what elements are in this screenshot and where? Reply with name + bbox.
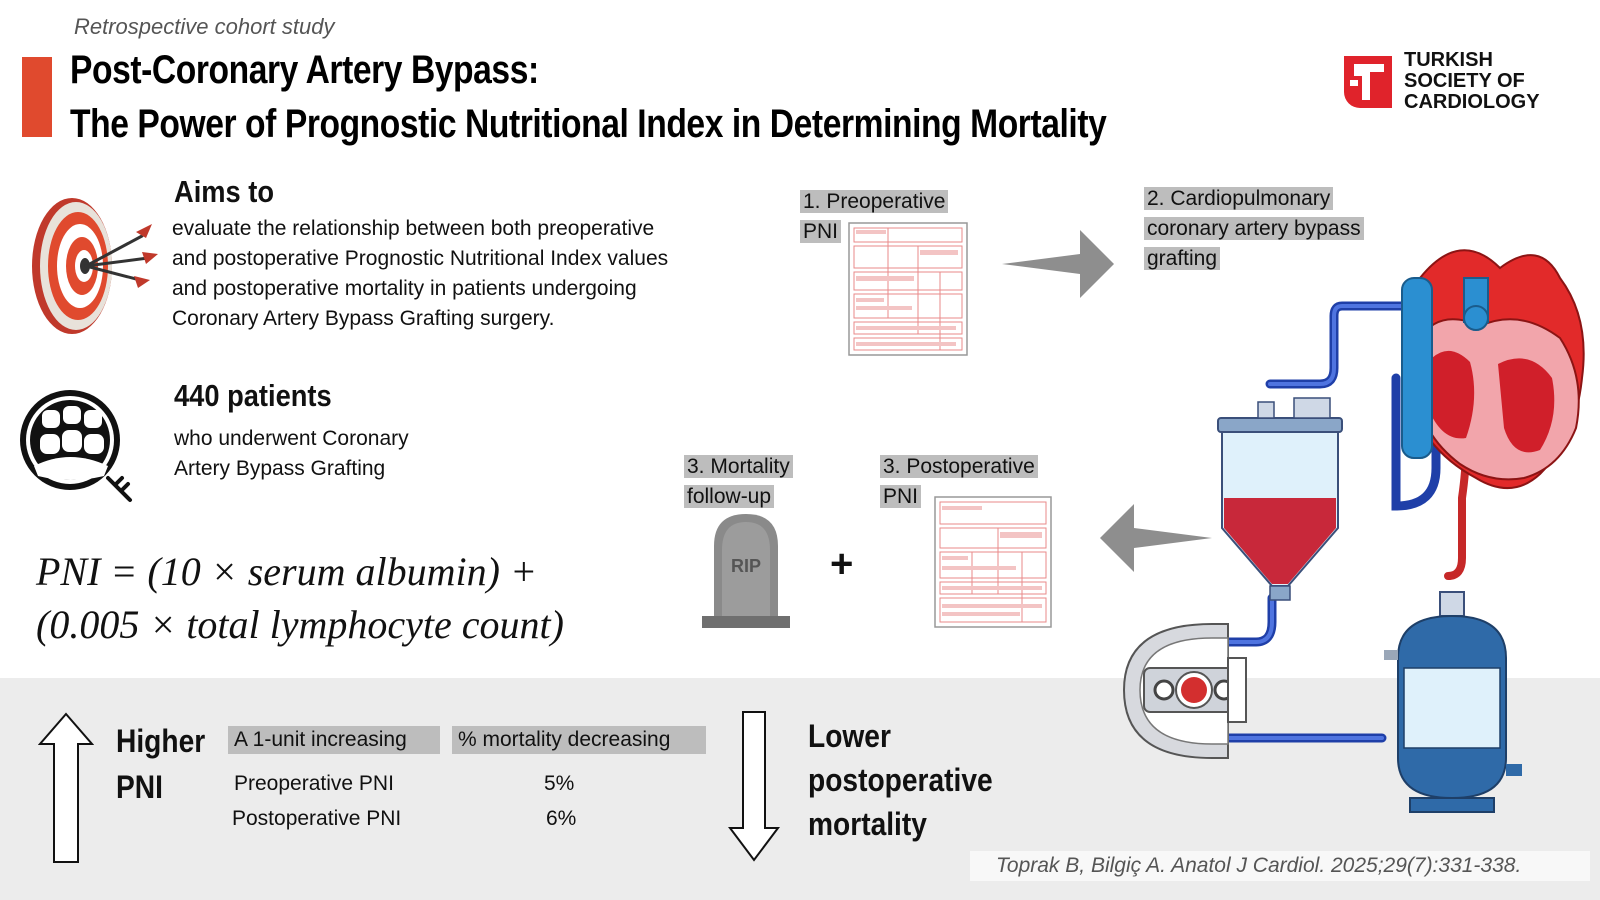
results-row-2-label: Postoperative PNI bbox=[232, 807, 402, 830]
results-row-1-value: 5% bbox=[544, 772, 575, 795]
title-line-1: Post-Coronary Artery Bypass: bbox=[70, 48, 539, 92]
heart-lung-machine-illustration bbox=[1120, 238, 1598, 826]
target-with-arrows-icon bbox=[30, 196, 160, 336]
formula-line-1: PNI = (10 × serum albumin) + bbox=[36, 549, 537, 594]
aims-text bbox=[172, 214, 668, 334]
step3a-line-1: 3. Mortality bbox=[684, 455, 793, 478]
results-row-2-value: 6% bbox=[546, 807, 577, 830]
title-line-2: The Power of Prognostic Nutritional Index in Determining Mortality bbox=[70, 102, 1107, 146]
logo-text bbox=[1404, 50, 1540, 113]
logo-line-1: TURKISH bbox=[1404, 49, 1493, 71]
title-accent-bar bbox=[22, 57, 52, 137]
plus-sign: + bbox=[830, 542, 854, 586]
aims-line-4: Coronary Artery Bypass Grafting surgery. bbox=[172, 307, 555, 330]
tsc-logo-icon bbox=[1340, 52, 1396, 112]
formula-line-2: (0.005 × total lymphocyte count) bbox=[36, 602, 564, 647]
step1-line-1: 1. Preoperative bbox=[800, 190, 948, 213]
logo-line-3: CARDIOLOGY bbox=[1404, 91, 1540, 113]
step1-line-2: PNI bbox=[800, 220, 841, 243]
aims-heading: Aims to bbox=[174, 174, 275, 209]
study-type: Retrospective cohort study bbox=[74, 14, 335, 39]
step2-line-3: grafting bbox=[1144, 247, 1220, 270]
step3a-label bbox=[684, 452, 793, 512]
aims-line-2: and postoperative Prognostic Nutritional Index values bbox=[172, 247, 669, 270]
lower-label-line-3: mortality bbox=[808, 806, 927, 842]
arrow-right-icon bbox=[1000, 228, 1116, 300]
up-arrow-icon bbox=[38, 712, 94, 864]
patients-text bbox=[174, 424, 409, 484]
lower-label-line-2: postoperative bbox=[808, 762, 993, 798]
step3b-line-1: 3. Postoperative bbox=[880, 455, 1038, 478]
citation: Toprak B, Bilgiç A. Anatol J Cardiol. 2025;29(7):331-338. bbox=[970, 851, 1590, 881]
tombstone-icon bbox=[700, 512, 792, 630]
step3b-line-2: PNI bbox=[880, 485, 921, 508]
patients-line-2: Artery Bypass Grafting bbox=[174, 457, 386, 480]
patients-heading: 440 patients bbox=[174, 378, 332, 413]
results-row-1-label: Preoperative PNI bbox=[234, 772, 394, 795]
step2-line-2: coronary artery bypass bbox=[1144, 217, 1364, 240]
higher-label-line-2: PNI bbox=[116, 769, 163, 805]
aims-line-1: evaluate the relationship between both preoperative bbox=[172, 217, 655, 240]
aims-line-3: and postoperative mortality in patients undergoing bbox=[172, 277, 637, 300]
lower-label-line-1: Lower bbox=[808, 718, 891, 754]
patient-group-magnifier-icon bbox=[18, 388, 138, 508]
step3a-line-2: follow-up bbox=[684, 485, 774, 508]
tombstone-text: RIP bbox=[730, 556, 762, 576]
preoperative-lab-report-icon bbox=[848, 222, 968, 356]
step2-line-1: 2. Cardiopulmonary bbox=[1144, 187, 1333, 210]
patients-line-1: who underwent Coronary bbox=[174, 427, 409, 450]
lower-mortality-label bbox=[808, 714, 993, 846]
results-header-mortality: % mortality decreasing bbox=[452, 726, 706, 754]
higher-pni-label bbox=[116, 718, 205, 810]
results-header-increase: A 1-unit increasing bbox=[228, 726, 440, 754]
logo-line-2: SOCIETY OF bbox=[1404, 70, 1525, 92]
down-arrow-icon bbox=[728, 710, 780, 862]
postoperative-lab-report-icon bbox=[934, 496, 1052, 628]
higher-label-line-1: Higher bbox=[116, 723, 206, 759]
